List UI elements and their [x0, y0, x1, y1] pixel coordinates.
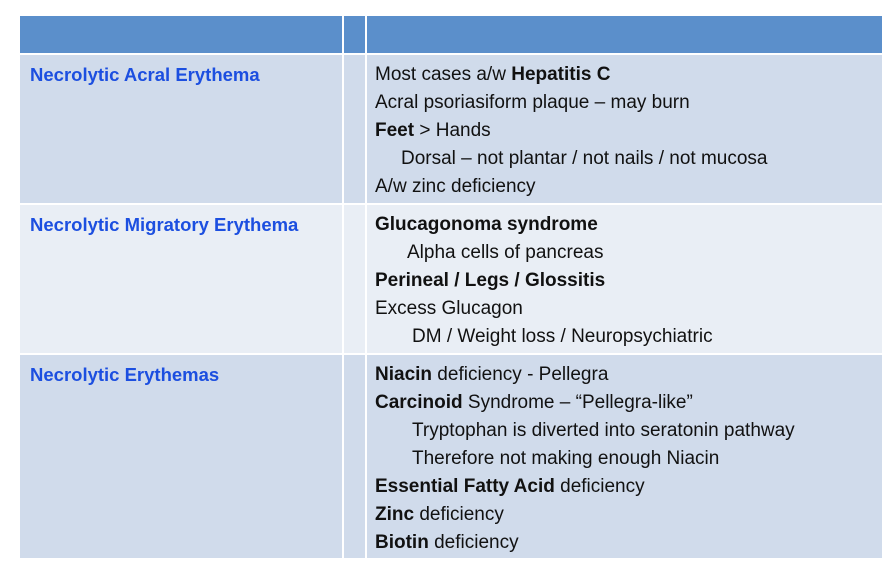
term-label: Necrolytic Acral Erythema: [30, 64, 260, 85]
description-subline: Tryptophan is diverted into seratonin pathway: [412, 420, 795, 441]
spacer-cell: [344, 205, 365, 353]
spacer-cell: [344, 55, 365, 203]
description-cell: [367, 55, 882, 203]
term-label: Necrolytic Erythemas: [30, 364, 220, 385]
header-cell-description: [367, 16, 882, 53]
description-line: A/w zinc deficiency: [375, 176, 536, 197]
description-line: Essential Fatty Acid deficiency: [375, 476, 645, 497]
description-line: Niacin deficiency - Pellegra: [375, 364, 609, 385]
description-subline: Therefore not making enough Niacin: [412, 448, 720, 469]
description-subline: Alpha cells of pancreas: [407, 242, 604, 263]
table-row: [20, 205, 882, 353]
table-header-row: [20, 16, 882, 53]
description-line: Feet > Hands: [375, 120, 491, 141]
term-cell: [20, 355, 342, 558]
description-line: Acral psoriasiform plaque – may burn: [375, 92, 690, 113]
description-cell: [367, 355, 882, 558]
term-label: Necrolytic Migratory Erythema: [30, 214, 299, 235]
spacer-cell: [344, 355, 365, 558]
term-cell: [20, 205, 342, 353]
term-cell: [20, 55, 342, 203]
description-subline: Dorsal – not plantar / not nails / not mucosa: [401, 148, 768, 169]
description-line: Excess Glucagon: [375, 298, 523, 319]
description-line: Perineal / Legs / Glossitis: [375, 270, 606, 291]
description-cell: [367, 205, 882, 353]
description-line: Biotin deficiency: [375, 532, 519, 553]
description-line: Carcinoid Syndrome – “Pellegra-like”: [375, 392, 693, 413]
description-line: Glucagonoma syndrome: [375, 214, 598, 235]
description-line: Zinc deficiency: [375, 504, 504, 525]
table-row: [20, 55, 882, 203]
description-line: Most cases a/w Hepatitis C: [375, 64, 611, 85]
description-subline: DM / Weight loss / Neuropsychiatric: [412, 326, 713, 347]
table-row: [20, 355, 882, 558]
header-cell-term: [20, 16, 342, 53]
header-cell-spacer: [344, 16, 365, 53]
